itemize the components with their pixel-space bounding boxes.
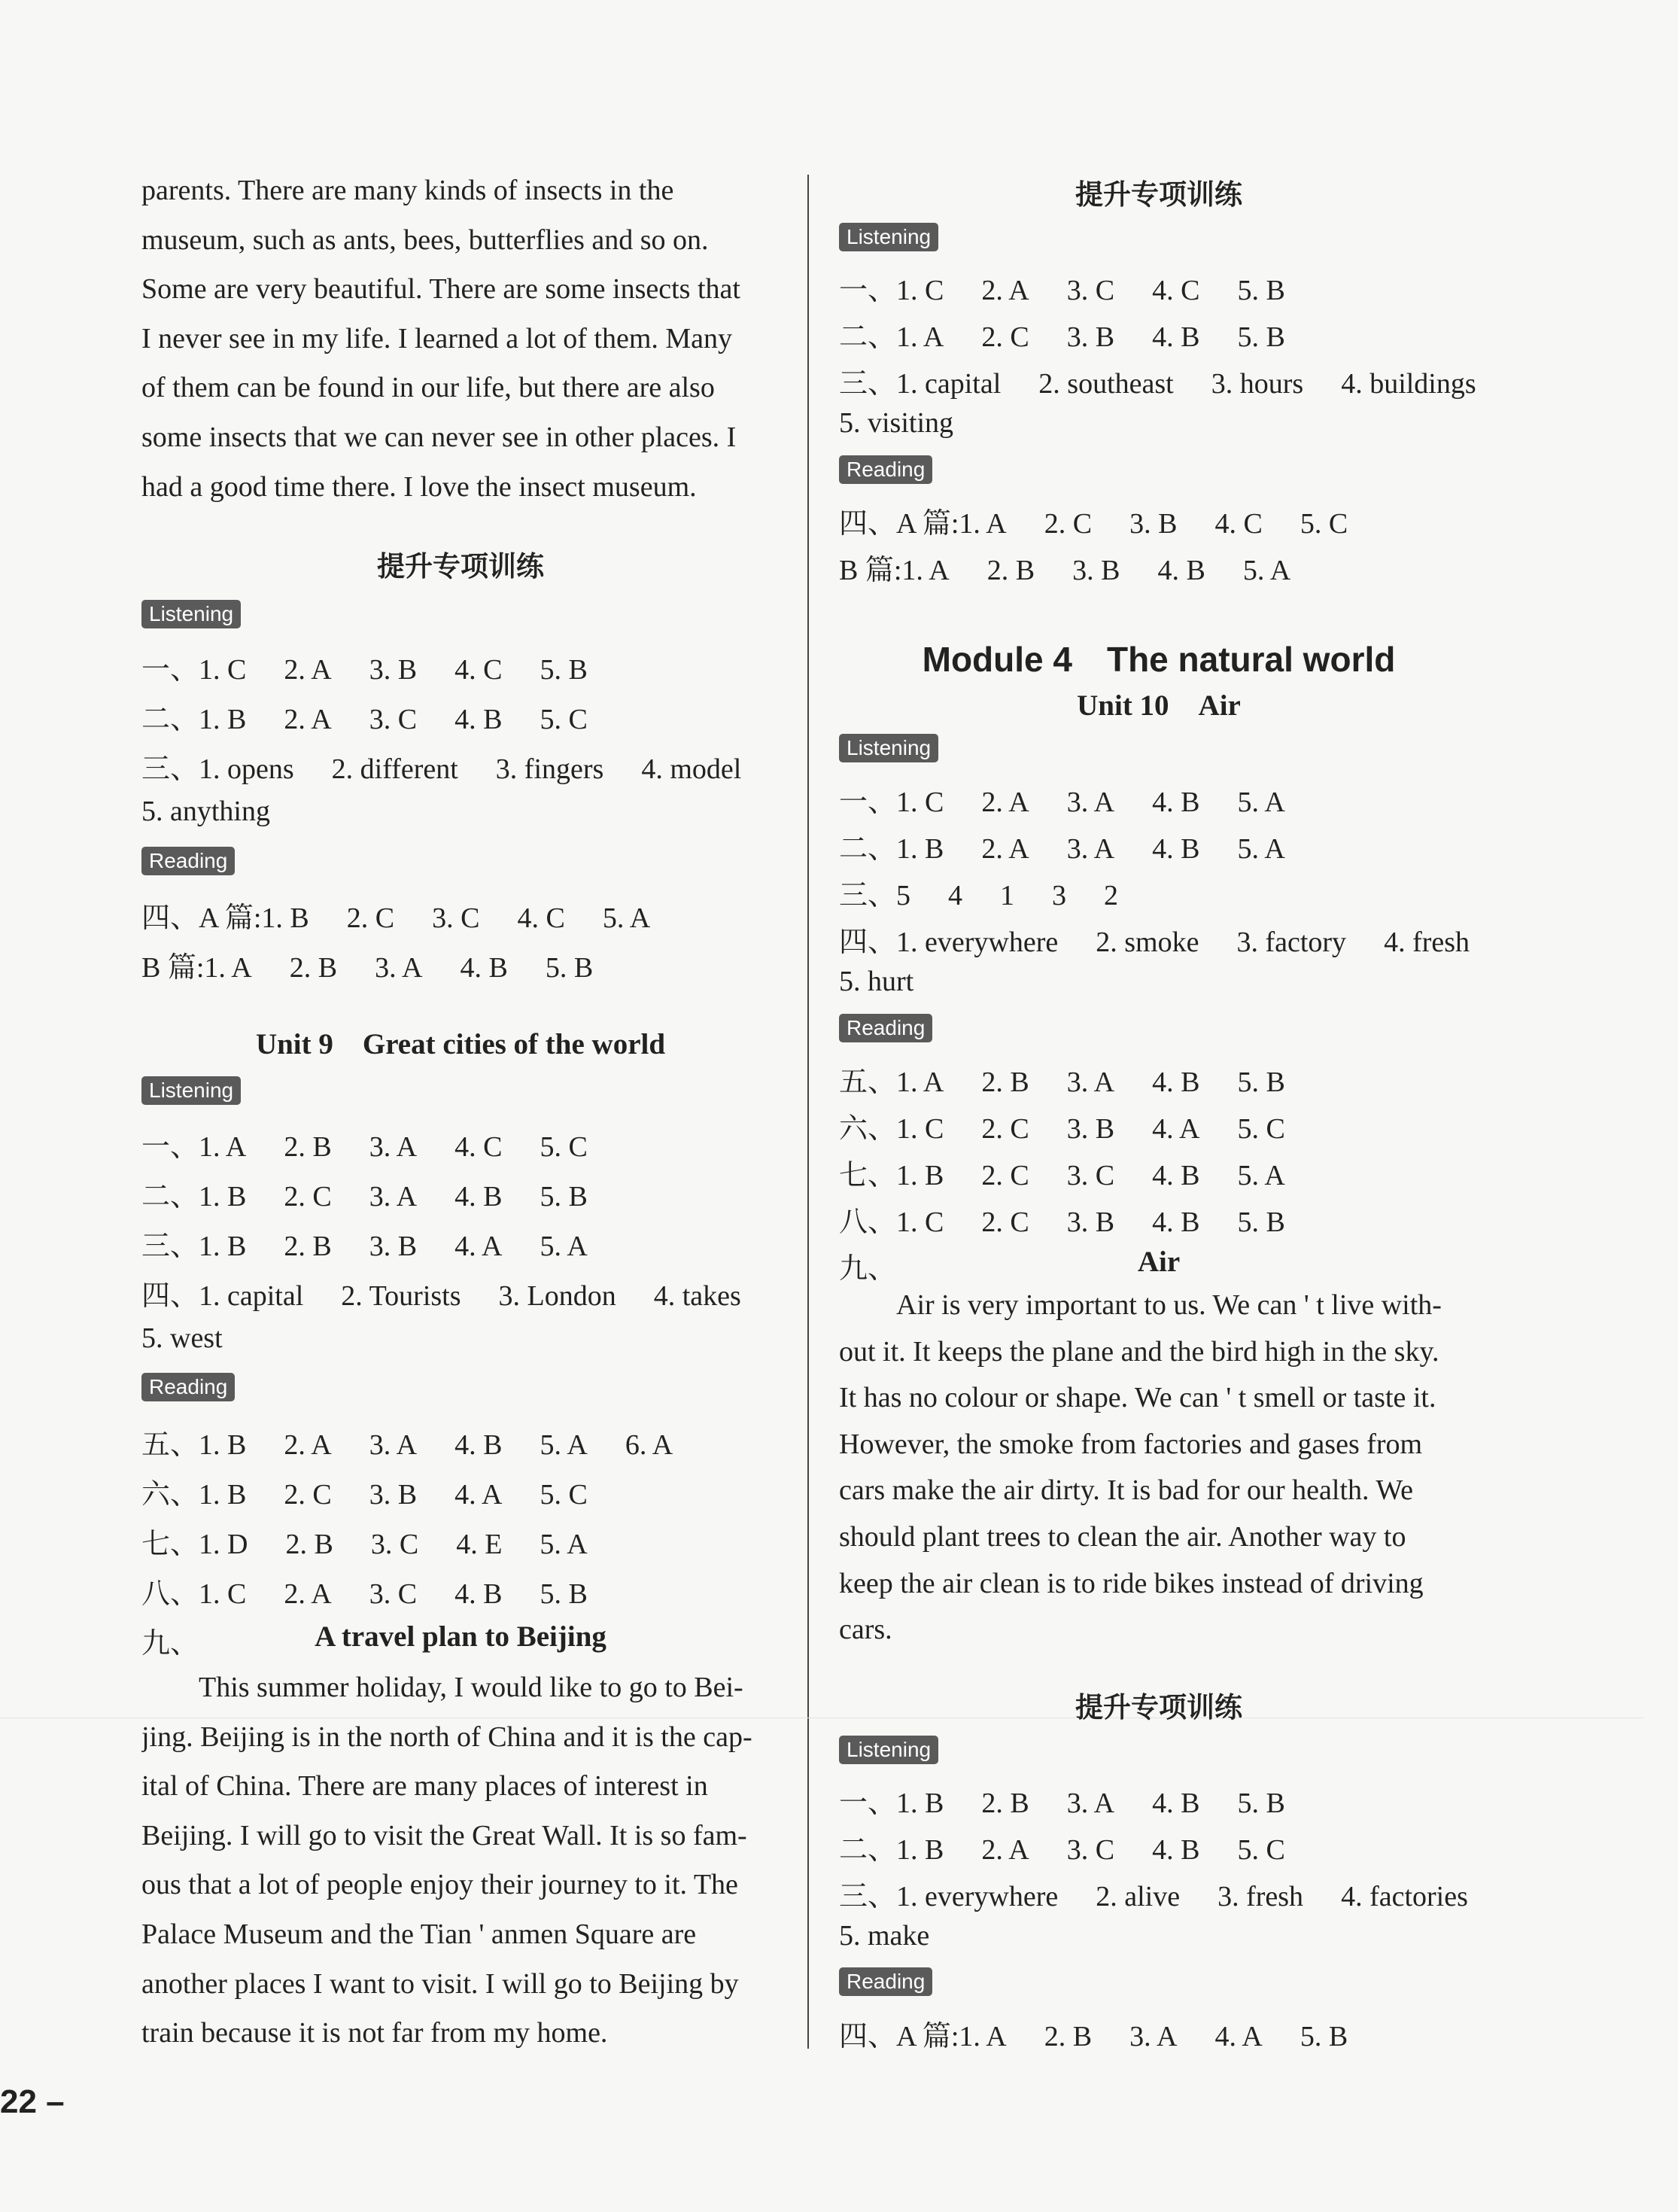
answer-item: 3. factory (1236, 926, 1347, 958)
answer-item: 1. A (901, 555, 950, 586)
answer-row (839, 825, 1323, 866)
answer-item: 1. everywhere (896, 1881, 1059, 1912)
answer-row (141, 1520, 625, 1562)
answer-item: 1. C (896, 275, 944, 306)
answer-item: 1. capital (199, 1280, 304, 1312)
reading-tag: Reading (839, 1967, 932, 1996)
answer-item: 3. A (369, 1181, 418, 1212)
answer-item: 1. opens (199, 753, 294, 785)
unit-title: Unit 10 Air (1077, 689, 1241, 722)
answer-row (839, 1152, 1323, 1193)
listening-tag: Listening (839, 734, 938, 762)
answer-item: 3. B (1066, 1113, 1115, 1145)
text-line: This summer holiday, I would like to go to Bei- (141, 1672, 743, 1703)
answer-item: 5. C (540, 1131, 588, 1163)
question-number: 三、 (839, 1881, 897, 1912)
reading-tag: Reading (141, 847, 235, 875)
answer-item: 4. B (1152, 1206, 1200, 1238)
answer-item: 2. different (331, 753, 458, 785)
answer-item: 2. southeast (1038, 368, 1174, 400)
answer-item: 4. A (454, 1231, 503, 1262)
page-number: 22 – (0, 2083, 65, 2120)
answer-item: 2 (1104, 880, 1119, 911)
answer-item: 5. B (1237, 1206, 1285, 1238)
question-number: 二、 (141, 704, 199, 735)
answer-item: 3. B (369, 1479, 418, 1511)
question-number: 七、 (839, 1160, 897, 1191)
answer-item: 5. B (1237, 321, 1285, 353)
answer-row (141, 1222, 625, 1264)
answer-row (839, 406, 991, 440)
text-line: some insects that we can never see in other places. I (141, 421, 737, 453)
answer-row (141, 1123, 625, 1164)
answer-item: 2. B (284, 1231, 332, 1262)
essay-number: 九、 (141, 1628, 199, 1660)
answer-row (839, 1826, 1323, 1867)
question-number: B 篇: (141, 952, 205, 984)
answer-item: 1. B (199, 1181, 247, 1212)
answer-item: 2. B (285, 1529, 333, 1560)
answer-item: 1. A (204, 952, 252, 984)
answer-item: 4. takes (653, 1280, 741, 1312)
answer-item: 1. C (199, 1578, 247, 1610)
answer-item: 5. A (1237, 833, 1285, 865)
answer-item: 4. B (1152, 1160, 1200, 1191)
answer-item: 5. C (540, 1479, 588, 1511)
question-number: 三、 (141, 753, 199, 785)
answer-item: 5. B (1237, 1788, 1285, 1819)
answer-item: 2. B (986, 555, 1035, 586)
answer-row (839, 360, 1514, 401)
answer-item: 1. B (896, 1160, 944, 1191)
answer-item: 4. C (454, 654, 503, 686)
answer-item: 2. C (981, 1113, 1029, 1145)
answer-item: 5. make (839, 1920, 930, 1952)
answer-row (141, 1272, 779, 1313)
answer-item: 5. A (540, 1231, 588, 1262)
question-number: 一、 (141, 1131, 199, 1163)
answer-row (141, 745, 779, 787)
answer-row (839, 778, 1323, 820)
answer-item: 1. C (896, 787, 944, 818)
answer-item: 4. B (1152, 321, 1200, 353)
question-number: 四、 (141, 1280, 199, 1312)
answer-item: 3. fresh (1217, 1881, 1304, 1912)
listening-tag: Listening (839, 223, 938, 251)
answer-item: 3. C (432, 902, 480, 934)
answer-item: 5. anything (141, 796, 270, 827)
answer-item: 3. C (369, 1578, 418, 1610)
text-line: had a good time there. I love the insect museum. (141, 470, 697, 503)
answer-item: 4. C (454, 1131, 503, 1163)
text-line: Air is very important to us. We can ' t live with- (839, 1289, 1442, 1321)
question-number: 一、 (141, 654, 199, 686)
reading-tag: Reading (839, 1014, 932, 1042)
module-title: Module 4 The natural world (922, 640, 1396, 679)
answer-item: 2. C (1044, 508, 1093, 540)
answer-item: 3 (1052, 880, 1067, 911)
listening-tag: Listening (839, 1736, 938, 1764)
question-number: 四、A 篇: (839, 2021, 959, 2052)
answer-row (141, 1421, 710, 1462)
text-line: Beijing. I will go to visit the Great Wall. It is so fam- (141, 1819, 747, 1851)
answer-item: 1. B (896, 833, 944, 865)
answer-row (839, 546, 1328, 588)
answer-item: 5. A (1237, 787, 1285, 818)
answer-item: 3. B (1129, 508, 1178, 540)
answer-item: 4. fresh (1384, 926, 1470, 958)
question-number: 一、 (839, 275, 897, 306)
essay-paragraph (839, 1282, 1479, 1654)
section-title: 提升专项训练 (377, 550, 544, 583)
answer-item: 3. C (1066, 275, 1115, 306)
answer-item: 4. B (1157, 555, 1205, 586)
answer-item: 1. D (199, 1529, 248, 1560)
answer-item: 1. everywhere (896, 926, 1059, 958)
answer-item: 3. A (369, 1131, 418, 1163)
answer-item: 2. A (284, 654, 332, 686)
answer-item: 4. B (454, 704, 503, 735)
listening-tag: Listening (141, 600, 241, 628)
text-line: Some are very beautiful. There are some insects that (141, 273, 740, 306)
answer-item: 3. B (369, 1231, 418, 1262)
question-number: 八、 (141, 1578, 199, 1610)
answer-item: 3. C (369, 704, 418, 735)
text-line: another places I want to visit. I will go to Beijing by (141, 1967, 739, 2000)
answer-item: 2. B (284, 1131, 332, 1163)
intro-paragraph (141, 166, 780, 512)
answer-row (141, 1322, 260, 1355)
question-number: 六、 (839, 1113, 897, 1145)
essay-title: A travel plan to Beijing (315, 1620, 606, 1653)
answer-item: 2. C (284, 1181, 332, 1212)
question-number: 二、 (839, 321, 897, 353)
question-number: 四、 (839, 926, 897, 958)
answer-row (839, 965, 951, 998)
text-line: ous that a lot of people enjoy their journey to it. The (141, 1869, 738, 1901)
answer-item: 1. A (959, 508, 1007, 540)
answer-item: 1. B (199, 1429, 247, 1461)
answer-item: 4 (948, 880, 963, 911)
answer-item: 4. E (456, 1529, 503, 1560)
answer-item: 5. C (1237, 1834, 1285, 1866)
unit-title: Unit 9 Great cities of the world (255, 1028, 666, 1060)
question-number: 二、 (141, 1181, 199, 1212)
section-title: 提升专项训练 (1075, 1691, 1242, 1724)
answer-item: 3. A (369, 1429, 418, 1461)
answer-item: 1. B (199, 1479, 247, 1511)
answer-item: 2. A (284, 1429, 332, 1461)
question-number: 四、A 篇: (839, 508, 959, 540)
answer-item: 4. C (1152, 275, 1200, 306)
answer-item: 4. B (454, 1181, 503, 1212)
answer-item: 3. hours (1211, 368, 1304, 400)
answer-row (141, 894, 688, 936)
answer-item: 2. C (981, 1206, 1029, 1238)
answer-item: 5. visiting (839, 407, 954, 439)
section-title: 提升专项训练 (1075, 178, 1242, 211)
answer-item: 1. A (959, 2021, 1007, 2052)
answer-item: 2. A (981, 275, 1029, 306)
answer-item: 4. B (1152, 833, 1200, 865)
answer-item: 1. capital (896, 368, 1002, 400)
answer-row (839, 872, 1156, 913)
question-number: 二、 (839, 1834, 897, 1866)
answer-item: 2. C (346, 902, 395, 934)
question-number: 六、 (141, 1479, 199, 1511)
answer-item: 3. A (1129, 2021, 1178, 2052)
answer-item: 4. A (1214, 2021, 1263, 2052)
answer-item: 1. B (896, 1788, 944, 1819)
question-number: 五、 (839, 1066, 897, 1098)
answer-item: 4. B (460, 952, 508, 984)
answer-item: 4. B (1152, 1788, 1200, 1819)
question-number: 一、 (839, 1788, 897, 1819)
answer-item: 3. C (370, 1529, 419, 1560)
answer-item: 4. B (454, 1578, 503, 1610)
answer-item: 4. model (641, 753, 742, 785)
text-line: It has no colour or shape. We can ' t smell or taste it. (839, 1382, 1436, 1414)
question-number: 一、 (839, 787, 897, 818)
answer-item: 2. C (284, 1479, 332, 1511)
answer-row (839, 1058, 1323, 1100)
answer-item: 5. A (540, 1529, 588, 1560)
answer-item: 4. B (1152, 787, 1200, 818)
answer-item: 2. Tourists (341, 1280, 461, 1312)
answer-item: 1. A (896, 1066, 944, 1098)
answer-item: 3. B (1066, 321, 1115, 353)
answer-item: 3. A (1066, 833, 1115, 865)
text-line: train because it is not far from my home. (141, 2017, 608, 2049)
reading-tag: Reading (839, 455, 932, 484)
text-line: ital of China. There are many places of interest in (141, 1770, 708, 1803)
answer-item: 5. B (540, 654, 588, 686)
answer-row (141, 1570, 625, 1611)
answer-item: 2. A (284, 1578, 332, 1610)
answer-item: 1. C (896, 1113, 944, 1145)
answer-row (839, 266, 1323, 308)
answer-item: 4. C (517, 902, 565, 934)
text-line: cars make the air dirty. It is bad for our health. We (839, 1474, 1414, 1507)
question-number: 三、 (839, 368, 897, 400)
answer-item: 6. A (625, 1429, 673, 1461)
answer-row (839, 500, 1385, 541)
answer-item: 2. B (1044, 2021, 1093, 2052)
answer-row (839, 1105, 1323, 1146)
answer-item: 5. C (1300, 508, 1348, 540)
answer-item: 3. A (1066, 787, 1115, 818)
answer-item: 3. A (1066, 1788, 1115, 1819)
question-number: B 篇: (839, 555, 902, 586)
answer-item: 1. A (199, 1131, 247, 1163)
answer-row (839, 313, 1323, 354)
answer-row (839, 918, 1507, 960)
text-line: parents. There are many kinds of insects in the (141, 175, 674, 206)
essay-title: Air (1137, 1246, 1181, 1278)
answer-item: 3. C (1066, 1160, 1115, 1191)
text-line: of them can be found in our life, but there are also (141, 372, 715, 404)
answer-item: 5. B (1300, 2021, 1348, 2052)
answer-item: 3. A (375, 952, 423, 984)
answer-item: 3. London (498, 1280, 616, 1312)
answer-item: 2. C (981, 1160, 1029, 1191)
essay-number: 九、 (839, 1253, 897, 1285)
answer-item: 3. fingers (495, 753, 604, 785)
answer-item: 3. C (1066, 1834, 1115, 1866)
text-line: museum, such as ants, bees, butterflies and so on. (141, 224, 709, 256)
answer-item: 1. B (261, 902, 309, 934)
answer-item: 4. C (1214, 508, 1263, 540)
column-divider (807, 175, 809, 2049)
answer-item: 4. B (1152, 1834, 1200, 1866)
answer-item: 4. A (454, 1479, 503, 1511)
answer-item: 3. A (1066, 1066, 1115, 1098)
answer-item: 1. C (896, 1206, 944, 1238)
answer-row (141, 646, 625, 687)
question-number: 五、 (141, 1429, 199, 1461)
text-line: Palace Museum and the Tian ' anmen Square are (141, 1918, 697, 1950)
answer-row (141, 1173, 625, 1214)
text-line: out it. It keeps the plane and the bird high in the sky. (839, 1335, 1439, 1368)
answer-row (141, 944, 631, 985)
question-number: 二、 (839, 833, 897, 865)
answer-item: 5 (896, 880, 911, 911)
answer-item: 2. A (981, 1834, 1029, 1866)
answer-item: 2. smoke (1096, 926, 1199, 958)
answer-item: 5. A (1237, 1160, 1285, 1191)
answer-row (839, 1198, 1323, 1240)
answer-item: 2. alive (1096, 1881, 1181, 1912)
answer-item: 5. C (1237, 1113, 1285, 1145)
answer-row (141, 1471, 625, 1512)
question-number: 四、A 篇: (141, 902, 262, 934)
reading-tag: Reading (141, 1373, 235, 1401)
text-line: cars. (839, 1614, 892, 1646)
answer-item: 2. B (981, 1788, 1029, 1819)
answer-row (839, 1919, 967, 1952)
answer-row (141, 695, 625, 737)
essay-paragraph (141, 1663, 780, 2058)
answer-item: 4. B (1152, 1066, 1200, 1098)
text-line: keep the air clean is to ride bikes instead of driving (839, 1567, 1424, 1599)
answer-item: 4. B (454, 1429, 503, 1461)
answer-row (141, 795, 308, 828)
answer-item: 3. B (1066, 1206, 1115, 1238)
text-line: I never see in my life. I learned a lot of them. Many (141, 322, 733, 354)
answer-item: 2. B (289, 952, 338, 984)
answer-item: 3. B (369, 654, 418, 686)
answer-item: 3. B (1072, 555, 1120, 586)
answer-item: 1 (1000, 880, 1015, 911)
answer-item: 5. A (1242, 555, 1291, 586)
answer-item: 5. A (540, 1429, 588, 1461)
answer-item: 5. B (540, 1181, 588, 1212)
answer-item: 4. A (1152, 1113, 1200, 1145)
answer-item: 2. A (981, 787, 1029, 818)
question-number: 八、 (839, 1206, 897, 1238)
answer-item: 1. A (896, 321, 944, 353)
question-number: 三、 (141, 1231, 199, 1262)
answer-item: 5. B (1237, 275, 1285, 306)
answer-item: 5. B (540, 1578, 588, 1610)
text-line: should plant trees to clean the air. Another way to (839, 1520, 1406, 1553)
question-number: 七、 (141, 1529, 199, 1560)
answer-item: 1. B (199, 1231, 247, 1262)
answer-item: 1. B (199, 704, 247, 735)
answer-item: 2. B (981, 1066, 1029, 1098)
answer-item: 2. C (981, 321, 1029, 353)
answer-item: 1. B (896, 1834, 944, 1866)
answer-item: 5. hurt (839, 966, 914, 997)
answer-item: 5. B (545, 952, 594, 984)
answer-item: 4. factories (1341, 1881, 1468, 1912)
listening-tag: Listening (141, 1076, 241, 1105)
answer-item: 1. C (199, 654, 247, 686)
answer-item: 2. A (981, 833, 1029, 865)
text-line: jing. Beijing is in the north of China and it is the cap- (141, 1721, 752, 1753)
answer-row (839, 1873, 1506, 1914)
answer-row (839, 1779, 1323, 1821)
text-line: However, the smoke from factories and gases from (839, 1428, 1423, 1460)
question-number: 三、 (839, 880, 897, 911)
answer-item: 4. buildings (1341, 368, 1476, 400)
answer-item: 5. A (602, 902, 651, 934)
answer-row (839, 2013, 1385, 2054)
answer-item: 5. west (141, 1322, 223, 1354)
answer-item: 5. C (540, 704, 588, 735)
answer-item: 2. A (284, 704, 332, 735)
answer-item: 5. B (1237, 1066, 1285, 1098)
